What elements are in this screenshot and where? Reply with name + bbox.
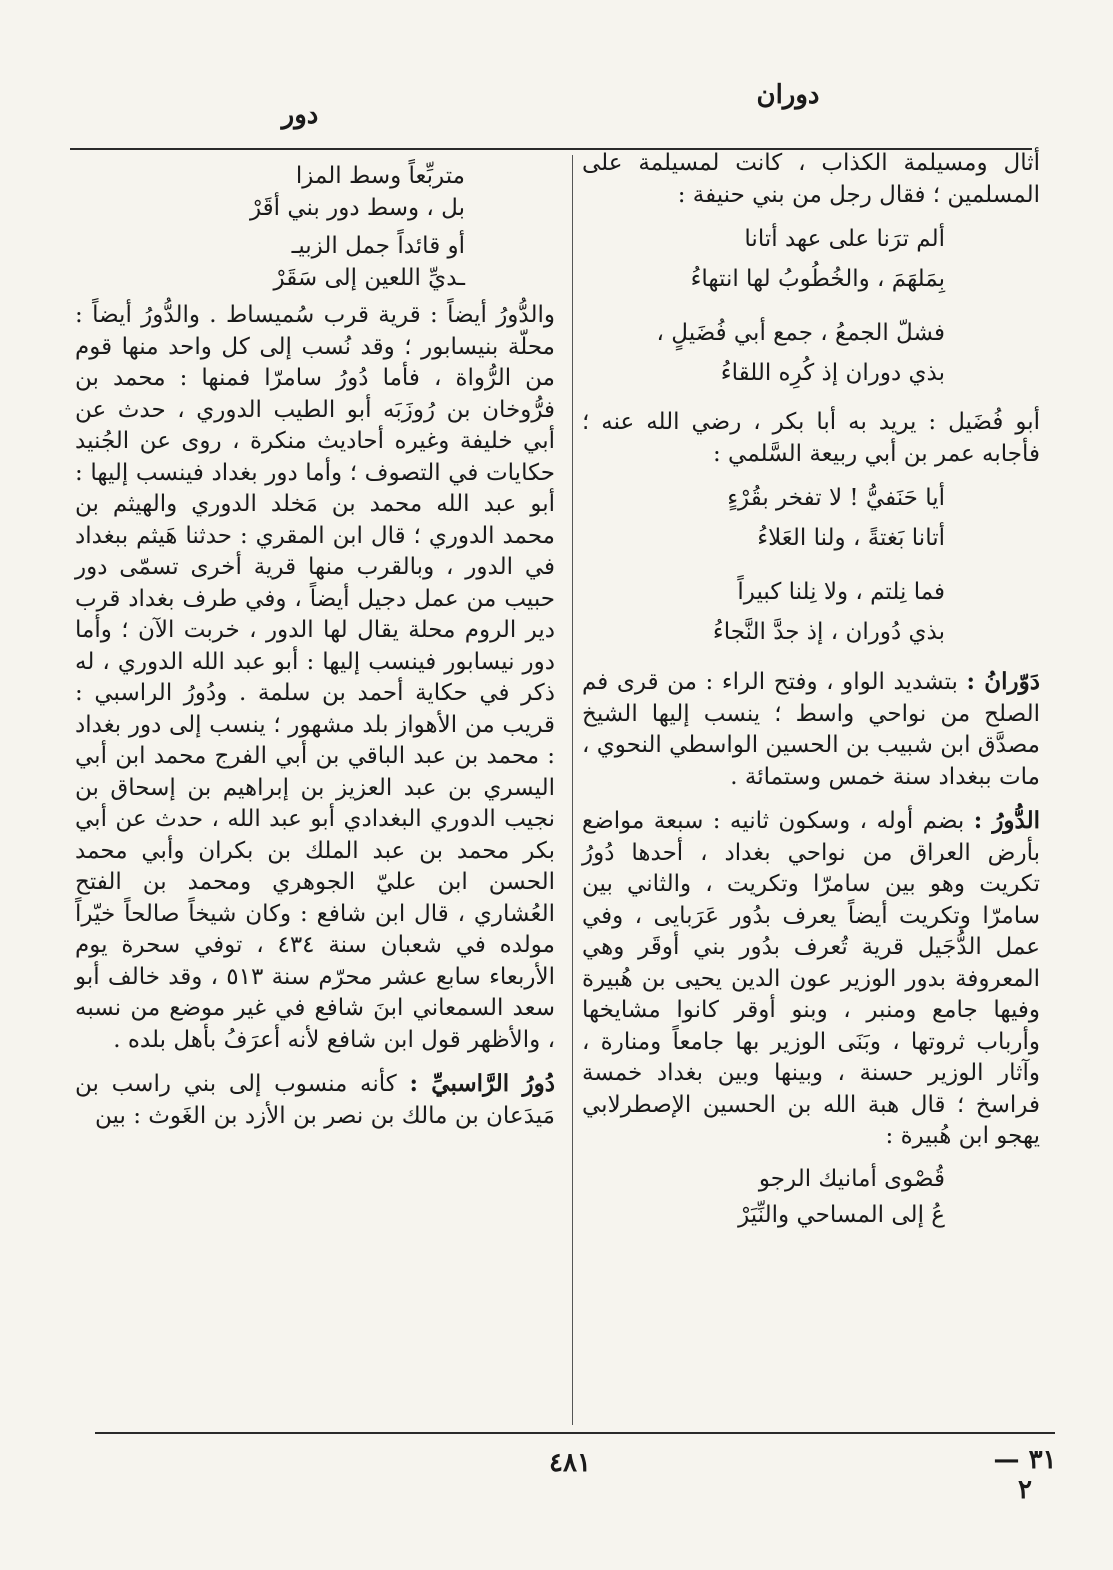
verse-block [582, 572, 1040, 652]
verse-block [582, 478, 1040, 558]
running-header-right: دوران [756, 80, 820, 110]
verse-line: ـديِّ اللعين إلى سَقَرْ [273, 265, 465, 291]
entry-body: بتشديد الواو ، وفتح الراء : من قرى فم الصلح من نواحي واسط ؛ ينسب إليها الشيخ مصدَّق ابن شبيب بن الحسين الواسطي النحوي ، مات ببغداد سنة خمس وستمائة . [582, 669, 1040, 790]
column-divider [572, 155, 573, 1425]
signature-mark: ٣١ — ٢ [993, 1445, 1057, 1505]
right-column [582, 148, 1040, 1247]
verse-line: ألم ترَنا على عهد أتانا [744, 226, 945, 252]
verse-line: بِمَلهَمَ ، والخُطُوبُ لها انتهاءُ [690, 266, 945, 292]
verse-block [75, 230, 555, 294]
verse-line: بذي دوران إذ كُرِه اللقاءُ [720, 360, 945, 386]
verse-block [582, 219, 1040, 299]
entry-body: بضم أوله ، وسكون ثانيه : سبعة مواضع بأرض العراق من نواحي بغداد ، أحدها دُورُ تكريت وهو بين سامرّا وتكريت ، والثاني بين سامرّا وتكريت أيضاً يعرف بدُور عَرَبايى ، وفي عمل الدُّجَيل قرية تُعرف بدُور بني أوقَر وهي المعروفة بدور الوزير عون الدين يحيى بن هُبيرة وفيها جامع ومنبر ، وبنو أوقر كانوا مشايخها وأرباب ثروتها ، وبَنَى الوزير بها جامعاً ومنارة ، وآثار الوزير حسنة ، وبينها وبين بغداد خمسة فراسخ ؛ قال هبة الله بن الحسين الإصطرلابي يهجو ابن هُبيرة : [582, 808, 1040, 1149]
entry [582, 666, 1040, 793]
verse-line: فما نِلتم ، ولا نِلنا كبيراً [737, 579, 945, 605]
page-number: ٤٨١ [549, 1448, 591, 1478]
entry [75, 1068, 555, 1132]
verse-line: بل ، وسط دور بني أقَرْ [249, 195, 465, 221]
verse-line: أو قائداً جمل الزبيـ [291, 233, 465, 259]
entry-headword: الدُّورُ : [973, 807, 1041, 834]
verse-block [582, 313, 1040, 393]
footer-rule [95, 1432, 1055, 1434]
left-column [75, 158, 555, 1132]
verse-line: متربِّعاً وسط المزا [295, 163, 465, 189]
verse-line: أيا حَنَفيُّ ! لا تفخر بقُرْءٍ [727, 485, 945, 511]
paragraph: والدُّورُ أيضاً : قرية قرب سُميساط . والدُّورُ أيضاً : محلّة بنيسابور ؛ وقد نُسب إلى كل واحد منها قوم من الرُّواة ، فأما دُورُ سامرّا فمنها : محمد بن فرُّوخان بن رُوزَبَه أبو الطيب الدوري ، حدث عن أبي خليفة وغيره أحاديث منكرة ، روى عن الجُنيد حكايات في التصوف ؛ وأما دور بغداد فينسب إليها : أبو عبد الله محمد بن مَخلد الدوري والهيثم بن محمد الدوري ؛ قال ابن المقري : حدثنا هَيثم ببغداد في الدور ، وبالقرب منها قرية أخرى تسمّى دور حبيب من عمل دجيل أيضاً ، وفي طرف بغداد قرب دير الروم محلة يقال لها الدور ، خربت الآن ؛ وأما دور نيسابور فينسب إليها : أبو عبد الله الدوري ، له ذكر في حكاية أحمد بن سلمة . ودُورُ الراسبي : قريب من الأهواز بلد مشهور ؛ ينسب إلى دور بغداد : محمد بن عبد الباقي بن أبي الفرج محمد ابن أبي اليسري بن عبد العزيز بن إبراهيم بن إسحاق بن نجيب الدوري البغدادي أبو عبد الله ، حدث عن أبي بكر محمد بن عبد الملك بن بكران وأبي محمد الحسن ابن عليّ الجوهري ومحمد بن الفتح العُشاري ، قال ابن شافع : وكان شيخاً صالحاً خيّراً مولده في شعبان سنة ٤٣٤ ، توفي سحرة يوم الأربعاء سابع عشر محرّم سنة ٥١٣ ، وقد خالف أبو سعد السمعاني ابنَ شافع في غير موضع من نسبه ، والأظهر قول ابن شافع لأنه أعرَفُ بأهل بلده . [75, 302, 556, 1053]
verse-line: فشلّ الجمعُ ، جمع أبي فُضَيلٍ ، [656, 320, 945, 346]
verse-line: أتانا بَغتةً ، ولنا العَلاءُ [757, 525, 945, 551]
running-header-left: دور [281, 100, 319, 130]
paragraph: أبو فُضَيل : يريد به أبا بكر ، رضي الله عنه ؛ فأجابه عمر بن أبي ربيعة السَّلمي : [582, 409, 1040, 467]
entry-headword: دَوّرانُ : [966, 668, 1041, 695]
verse-line: عُ إلى المساحي والنِّيَرْ [738, 1201, 945, 1228]
entry [582, 805, 1040, 1153]
verse-line: قُصْوى أمانيك الرجو [758, 1165, 945, 1192]
intro-paragraph: أثال ومسيلمة الكذاب ، كانت لمسيلمة على المسلمين ؛ فقال رجل من بني حنيفة : [582, 150, 1040, 208]
verse-block [75, 160, 555, 224]
entry-body: كأنه منسوب إلى بني راسب بن مَيدَعان بن مالك بن نصر بن الأزد بن الغَوث : بين [75, 1071, 555, 1129]
verse-block [582, 1161, 1040, 1233]
entry-headword: دُورُ الرَّاسبيِّ : [409, 1070, 555, 1097]
verse-line: بذي دُوران ، إذ جدَّ النَّجاءُ [712, 619, 945, 645]
